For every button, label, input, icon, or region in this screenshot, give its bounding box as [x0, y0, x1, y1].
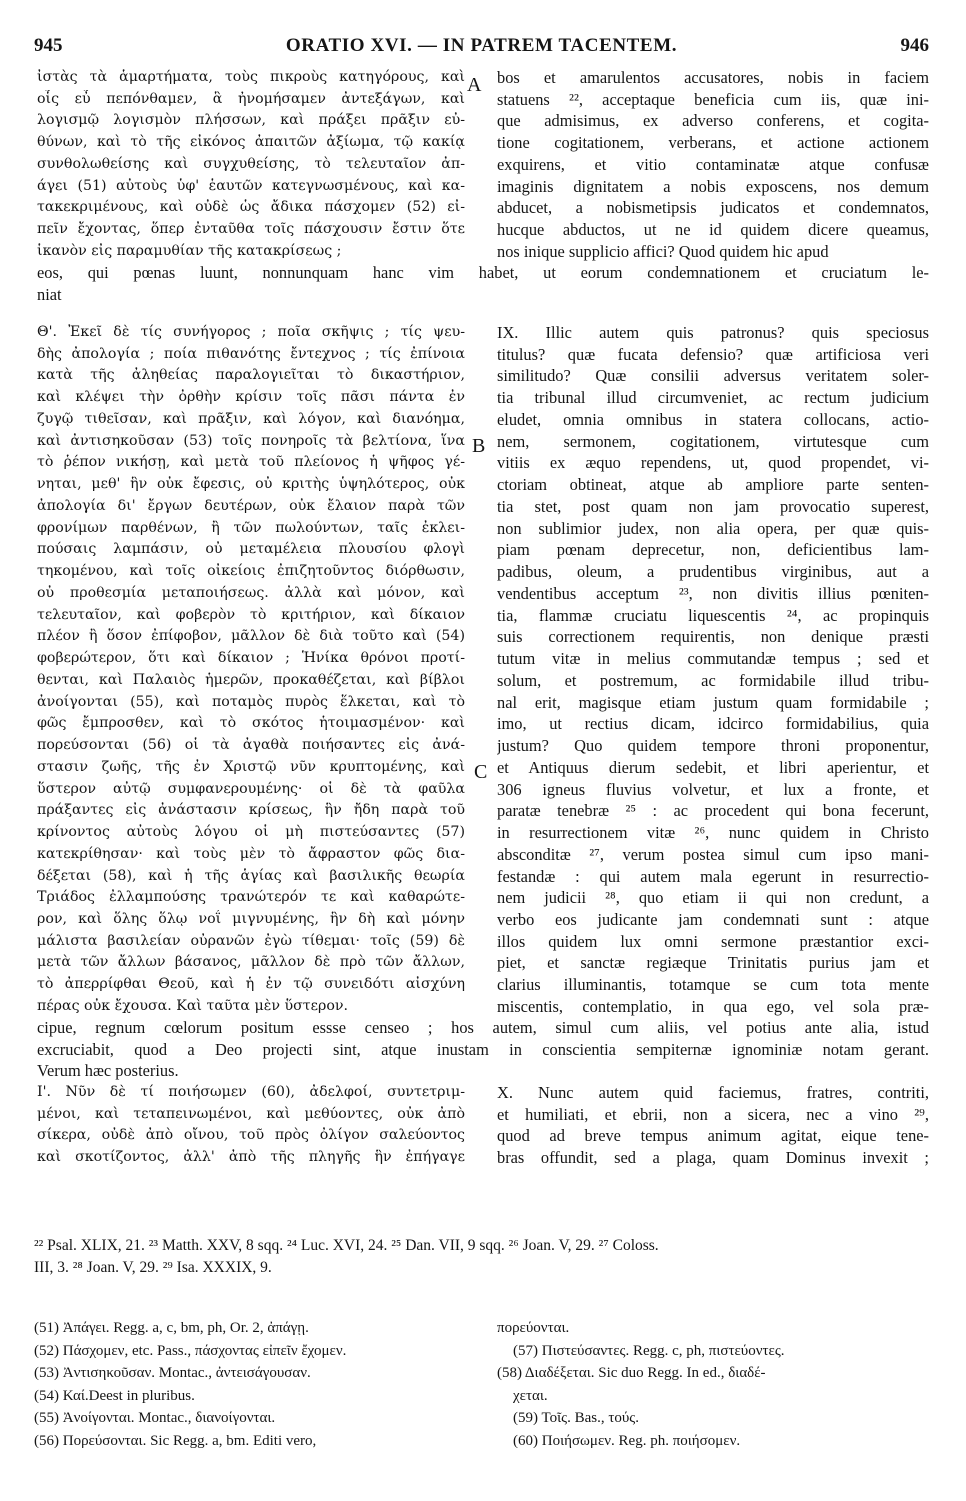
footnote-line: ²² Psal. XLIX, 21. ²³ Matth. XXV, 8 sqq. ²⁴ Luc. XVI, 24. ²⁵ Dan. VII, 9 sqq. ²⁶ Joan. V, 29. ²⁷ Coloss.: [34, 1237, 659, 1254]
latin-mid-line: titulus? quæ fucata defensio? quæ artificiosa veri: [497, 344, 929, 364]
greek-mid-line: μάλιστα βασιλείαν οὐρανῶν ἐγὼ τίθεμαι· τοῖς (59) δὲ: [37, 932, 465, 949]
latin-top-line: exquirens, et vitio contaminatæ atque confusæ: [497, 154, 929, 174]
latin-mid-line: similitudo? Quæ consilii adversus veritatem soler-: [497, 366, 929, 386]
full-width-2-line: Verum hæc posterius.: [37, 1061, 179, 1081]
greek-top-line: ἰστὰς τὰ ἁμαρτήματα, τοὺς πικροὺς κατηγόρους, καὶ: [37, 69, 465, 85]
latin-top-line: bos et amarulentos accusatores, nobis in faciem: [497, 68, 929, 87]
latin-mid-line: in resurrectionem vitæ ²⁶, nunc quidem in Christo: [497, 823, 929, 843]
greek-mid-line: κρίνοντος αὐτοὺς λόγου οἱ μὴ πιστεύσαντες (57): [37, 824, 465, 841]
latin-top-line: statuens ²², acceptaque beneficia cum iis, quæ ini-: [497, 89, 929, 109]
greek-bot-line: σίκερα, οὐδὲ ἀπὸ οἴνου, τοῦ πρὸς ὀλίγον σαλεύοντος: [37, 1127, 465, 1144]
greek-mid-line: φρονίμων παρθένων, ἢ τῶν πωλούντων, ταῖς ἐκλει-: [37, 519, 465, 536]
latin-mid-line: tia tribunal illud circumveniet, ac rectum judicium: [497, 388, 929, 408]
greek-mid-line: ὕστερον αὐτῷ συμφανερουμένης· οἱ δὲ τὰ φαῦλα: [37, 780, 465, 797]
greek-mid-line: ἀπολογία δι' ἔργων δευτέρων, οὐκ ἔλαιον παρὰ τῶν: [37, 497, 465, 514]
greek-mid-line: τελευταῖον, καὶ φοβερὸν τὸ κριτήριον, καὶ δίκαιον: [37, 606, 465, 623]
latin-bot-line: quod ad breve tempus animum agitat, eique tene-: [497, 1126, 929, 1146]
latin-mid-line: clarius illuminantis, totamque se cum tota mente: [497, 975, 929, 995]
greek-mid-line: φῶς ἔμπροσθεν, καὶ τὸ σκότος ἡτοιμασμένον· καὶ: [37, 715, 465, 732]
full-width-2-line: cipue, regnum cœlorum positum essse censeo ; hos autem, simul cum aliis, vel potius ante alia, istud: [37, 1018, 929, 1037]
greek-mid-line: Θ'. Ἐκεῖ δὲ τίς συνήγορος ; ποῖα σκῆψις ; τίς ψευ-: [37, 324, 465, 340]
latin-mid-line: piet, et sanctæ regiæque Trinitatis purius jam et: [497, 953, 929, 973]
apparatus-note: (51) Ἀπάγει. Regg. a, c, bm, ph, Or. 2, ἀπάγῃ.: [34, 1320, 309, 1336]
greek-top-line: πεῖν ἔχοντας, ὅπερ ἐνταῦθα τοῖς πάσχουσιν ἔστιν ὅτε: [37, 220, 465, 237]
latin-mid-line: imo, ut rectius dicam, idcirco formidabilius, quia: [497, 714, 929, 734]
greek-bot-line: μένοι, καὶ τεταπεινωμένοι, καὶ μεθύοντες, οὐκ ἀπὸ: [37, 1105, 465, 1122]
latin-mid-line: absconditæ ²⁷, verum postea simul cum ipso mani-: [497, 844, 929, 864]
latin-top-line: tione cogitationem, verberans, et actione actionem: [497, 133, 929, 153]
page-number-left: 945: [34, 35, 63, 56]
greek-mid-line: τηκομένου, καὶ τοῖς οἰκείοις ἐπιζητοῦντος διόρθωσιν,: [37, 563, 465, 580]
greek-mid-line: πορεύσονται (56) οἱ τὰ ἀγαθὰ ποιήσαντες εἰς ἀνά-: [37, 737, 465, 754]
full-width-1-line: niat: [37, 284, 62, 304]
greek-mid-line: κατεκρίθησαν· καὶ τοὺς μὲν τὸ ἄφραστον φῶς δια-: [37, 845, 465, 862]
greek-top-line: θύνων, καὶ τὸ τῆς εἰκόνος ἀπαιτῶν ἀξίωμα, τῷ κακίᾳ: [37, 134, 465, 151]
apparatus-note: (55) Ἀνοίγονται. Montac., διανοίγονται.: [34, 1410, 276, 1426]
greek-mid-line: στασιν ζωῆς, τῆς ἐν Χριστῷ νῦν κρυπτομένης, καὶ: [37, 758, 465, 775]
latin-top-line: que admisimus, ex adverso conferens, et cogita-: [497, 111, 929, 131]
greek-mid-line: μετὰ τῶν ἄλλων βάσανος, μᾶλλον δὲ πρὸ τῶν ἄλλων,: [37, 954, 465, 971]
latin-mid-line: nem, sermonem, cogitationem, virtutesque cum: [497, 431, 929, 451]
greek-mid-line: δὴς ἀπολογία ; ποία πιθανότης ἔντεχνος ; τίς ἐπίνοια: [37, 345, 465, 362]
footnote-line: III, 3. ²⁸ Joan. V, 29. ²⁹ Isa. XXXIX, 9.: [34, 1259, 272, 1276]
latin-mid-line: non sublimior judex, non alia opera, per quæ quis-: [497, 518, 929, 538]
latin-mid-line: tutum vitæ in melius commutandæ tempus ; sed et: [497, 649, 929, 669]
greek-mid-line: νηται, μεθ' ἣν οὐκ ἔφεσις, οὐ κριτὴς ὑψηλότερος, οὐκ: [37, 476, 465, 493]
latin-bot-line: X. Nunc autem quid faciemus, fratres, contriti,: [497, 1083, 929, 1102]
full-width-2-line: excruciabit, quod a Deo projecti sint, atque inustam in conscientia sempiternæ ignominiæ notam gerant.: [37, 1039, 929, 1059]
apparatus-note: (57) Πιστεύσαντες. Regg. c, ph, πιστεύοντες.: [513, 1342, 785, 1359]
apparatus-note: (60) Ποιήσωμεν. Reg. ph. ποιήσομεν.: [513, 1432, 741, 1449]
latin-mid-line: justum? Quo quidem tempore throni proponentur,: [497, 736, 929, 756]
latin-mid-line: 306 igneus fluvius volvetur, et lux a fronte, et: [497, 779, 929, 799]
latin-mid-line: tia, flammæ cruciatu liquescentis ²⁴, ac propinquis: [497, 605, 929, 625]
greek-mid-line: ρον, καὶ ὅλης ὅλῳ νοΐ μιγνυμένης, ἣν δὴ καὶ μόνην: [37, 910, 465, 927]
greek-mid-line: τὸ ῥέπον νικήσῃ, καὶ μετὰ τοῦ πλείονος ἡ ψῆφος γέ-: [37, 454, 465, 471]
apparatus-note: (53) Ἀντισηκοῦσαν. Montac., ἀντεισάγουσαν.: [34, 1365, 311, 1381]
latin-mid-line: tia stet, post quam non jam provocatio superest,: [497, 496, 929, 516]
latin-mid-line: piam pœnam deprecetur, non, deficientibus lam-: [497, 540, 929, 560]
margin-letter-c: C: [474, 761, 488, 783]
greek-mid-line: δέξεται (58), καὶ ἡ τῆς ἁγίας καὶ βασιλικῆς θεωρία: [37, 867, 465, 884]
apparatus-note: (56) Πορεύσονται. Sic Regg. a, bm. Editi vero,: [34, 1432, 317, 1449]
latin-mid-line: et Antiquus dierum sedebit, et libri aperientur, et: [497, 757, 929, 777]
greek-mid-line: ἀνοίγονται (55), καὶ ποταμὸς πυρὸς ἕλκεται, καὶ τὸ: [37, 693, 465, 710]
greek-bot-line: Ι'. Νῦν δὲ τί ποιήσωμεν (60), ἀδελφοί, συντετριμ-: [37, 1084, 465, 1100]
greek-mid-line: καὶ ἀντισηκοῦσαν (53) τοῖς πονηροῖς τὰ βελτίονα, ἵνα: [37, 432, 465, 449]
greek-mid-line: πούσαις λαμπάσιν, οὐ μεταμέλεια πλουσίου φλογὶ: [37, 541, 465, 558]
latin-top-line: abducet, a nobismetipsis judicatos et condemnatos,: [497, 198, 929, 218]
greek-top-line: λογισμῷ λογισμὸν πλήσσων, καὶ πράξει πρᾶξιν εὐ-: [37, 112, 465, 129]
latin-mid-line: ctoriam obtineat, atque ab ampliore parte senten-: [497, 475, 929, 495]
greek-top-line: συνθολωθείσης καὶ συγχυθείσης, τὸ τελευταῖον ἀπ-: [37, 155, 465, 172]
page-header: [34, 35, 929, 61]
latin-mid-line: eludet, omnia omnibus in statera collocans, actio-: [497, 409, 929, 429]
greek-mid-line: πέρας οὐκ ἔχουσα. Καὶ ταῦτα μὲν ὕστερον.: [37, 997, 348, 1014]
latin-mid-line: vitiis ex æquo rependens, ut, quod propendet, vi-: [497, 453, 929, 473]
latin-mid-line: nal erit, magisque etiam justum quam formidabile ;: [497, 692, 929, 712]
greek-mid-line: Τριάδος ἐλλαμπούσης τρανώτερόν τε καὶ καθαρώτε-: [37, 889, 465, 906]
apparatus-note: (54) Καί.Deest in pluribus.: [34, 1387, 195, 1404]
greek-mid-line: ζυγῷ τιθεῖσαν, καὶ πρᾶξιν, καὶ λόγον, καὶ διανόημα,: [37, 410, 465, 427]
latin-mid-line: suis correctionem requirentis, non denique præsti: [497, 627, 929, 647]
greek-mid-line: πράξαντες εἰς ἀνάστασιν κρίσεως, ἣν ἤδη παρὰ τοῦ: [37, 802, 465, 819]
greek-top-line: ἱκανὸν εἰς παραμυθίαν τῆς κατακρίσεως ;: [37, 242, 342, 259]
latin-mid-line: solum, et postremum, ac formidabile illud tribu-: [497, 670, 929, 690]
latin-mid-line: paratæ tenebræ ²⁵ : ac procedent qui bona fecerunt,: [497, 801, 929, 821]
latin-bot-line: bras offundit, sed a plaga, quam Dominus invexit ;: [497, 1148, 929, 1168]
latin-mid-line: nem judicii ²⁸, quo etiam ii qui non credunt, a: [497, 888, 929, 908]
latin-top-line: nos inique supplicio affici? Quod quidem hic apud: [497, 241, 829, 261]
greek-mid-line: οὐ προθεσμία μεταποιήσεως. ἀλλὰ καὶ μόνον, καὶ: [37, 584, 465, 601]
greek-top-line: άγει (51) αὐτοὺς ὑφ' ἑαυτῶν κατεγνωσμένους, καὶ κα-: [37, 177, 465, 194]
greek-mid-line: τὸ ἀπερρίφθαι Θεοῦ, καὶ ἡ ἐν τῷ συνειδότι αἰσχύνη: [37, 976, 465, 993]
page-number-right: 946: [900, 35, 929, 56]
latin-mid-line: illos quidem lux omni sermone præstantior exci-: [497, 931, 929, 951]
latin-mid-line: vendentibus acceptum ²³, non divitis illius pœniten-: [497, 583, 929, 603]
greek-top-line: τακεκριμένους, καὶ οὐδὲ ὡς ἄδικα πάσχομεν (52) εἰ-: [37, 199, 465, 216]
latin-bot-line: et humiliati, et ebrii, non a sicera, nec a vino ²⁹,: [497, 1104, 929, 1124]
margin-letter-a: A: [467, 74, 482, 96]
apparatus-note: (58) Διαδέξεται. Sic duo Regg. In ed., διαδέ-: [497, 1365, 766, 1381]
full-width-1-line: eos, qui pœnas luunt, nonnunquam hanc vim habet, ut eorum condemnationem et cruciatum le-: [37, 263, 929, 282]
apparatus-note: (52) Πάσχομεν, etc. Pass., πάσχοντας εἰπεῖν ἔχομεν.: [34, 1342, 347, 1359]
margin-letter-b: B: [472, 435, 486, 457]
apparatus-note: χεται.: [513, 1387, 548, 1404]
latin-top-line: imaginis dignitatem a nobis exposcens, nos demum: [497, 176, 929, 196]
latin-mid-line: padibus, oleum, a prudentibus virginibus, aut a: [497, 562, 929, 582]
latin-mid-line: IX. Illic autem quis patronus? quis speciosus: [497, 323, 929, 342]
running-title: ORATIO XVI. — IN PATREM TACENTEM.: [285, 35, 678, 56]
apparatus-note: (59) Τοῖς. Bas., τούς.: [513, 1410, 639, 1426]
greek-mid-line: φοβερώτερον, ὅτι καὶ δίκαιον ; Ἡνίκα θρόνοι προτί-: [37, 650, 465, 667]
greek-bot-line: καὶ σκοτίζοντος, ἀλλ' ἀπὸ τῆς πληγῆς ἣν ἐπήγαγε: [37, 1149, 465, 1166]
greek-mid-line: καὶ κλέψει τὴν ὀρθὴν κρίσιν τοῖς πᾶσι πάντα ἐν: [37, 389, 465, 406]
apparatus-note: πορεύονται.: [497, 1320, 570, 1336]
latin-mid-line: miscentis, contemplatio, in qua ego, vel sola præ-: [497, 996, 929, 1016]
greek-mid-line: θενται, καὶ Παλαιὸς ἡμερῶν, προκαθέζεται, καὶ βίβλοι: [37, 671, 465, 688]
latin-mid-line: verbo eos judicante jam condemnati sunt : atque: [497, 909, 929, 929]
greek-top-line: οἷς εὖ πεπόνθαμεν, ἃ ἠνομήσαμεν ἀντεξάγων, καὶ: [37, 90, 465, 107]
greek-mid-line: πλέον ἢ ὅσον ἐπίφοβον, μᾶλλον δὲ διὰ τοῦτο καὶ (54): [37, 628, 465, 645]
latin-mid-line: festandæ : qui autem mala egerunt in resurrectio-: [497, 866, 929, 886]
latin-top-line: hucque abductos, ut ne id quidem dicere queamus,: [497, 219, 929, 239]
greek-mid-line: κατὰ τῆς ἀληθείας παραλογιεῖται τὸ δικαστήριον,: [37, 367, 465, 384]
